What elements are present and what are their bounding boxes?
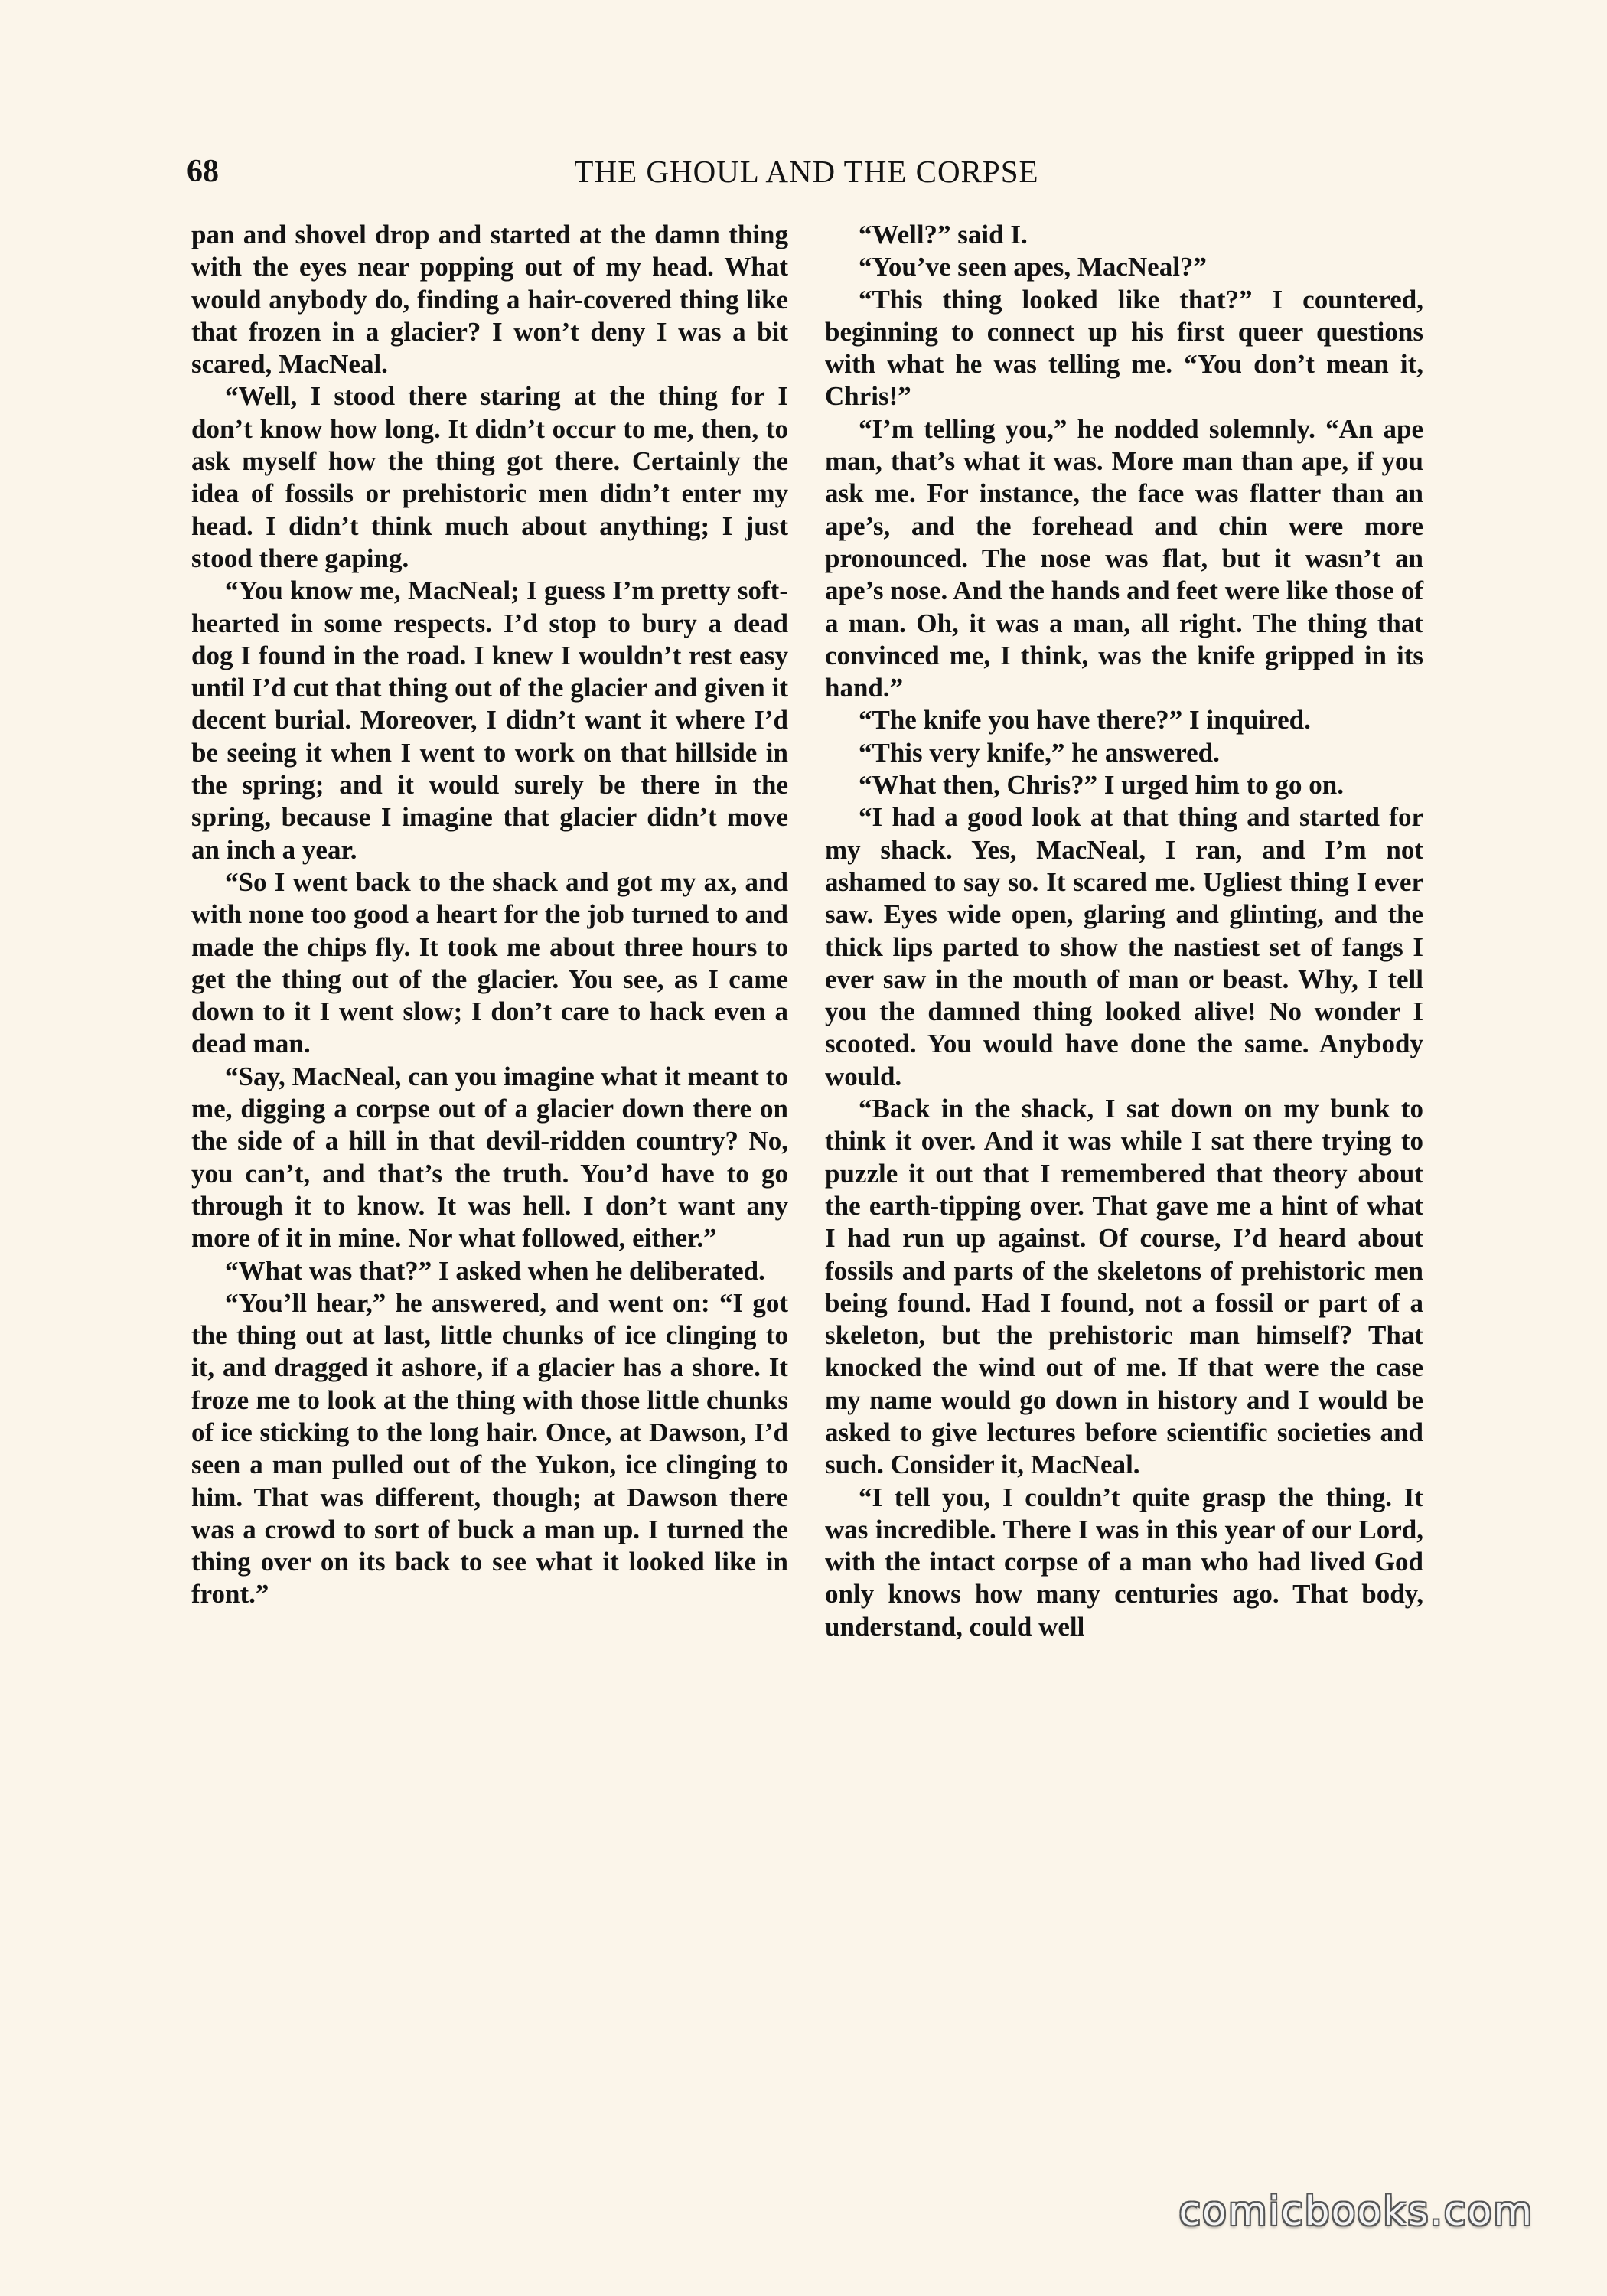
paragraph: “I’m telling you,” he nodded solemnly. “An ape man, that’s what it was. More man than ape, if you ask me. For instance, the face was flatter than an ape’s, and the forehead and chin were more pronounced. The nose was flat, but it wasn’t an ape’s nose. And the hands and feet were like those of a man. Oh, it was a man, all right. The thing that convinced me, I think, was the knife gripped in its hand.” bbox=[825, 413, 1423, 703]
watermark-logo: comicbooks.com bbox=[1178, 2189, 1534, 2235]
paragraph: “Well?” said I. bbox=[859, 220, 1028, 249]
paragraph: “Well, I stood there staring at the thing for I don’t know how long. It didn’t occur to me, then, to ask myself how the thing got there. Certainly the idea of fossils or prehistoric men didn’t enter my head. I didn’t think much about anything; I just stood there gaping. bbox=[191, 381, 788, 573]
paragraph: “You know me, MacNeal; I guess I’m pretty soft-hearted in some respects. I’d stop to bury a dead dog I found in the road. I knew I wouldn’t rest easy until I’d cut that thing out of the glacier and given it decent burial. Moreover, I didn’t want it where I’d be seeing it when I went to work on that hillside in the spring; and it would surely be there in the spring, because I imagine that glacier didn’t move an inch a year. bbox=[191, 576, 788, 865]
right-column bbox=[825, 219, 1423, 1643]
paragraph: “This very knife,” he answered. bbox=[859, 737, 1220, 768]
paragraph: “So I went back to the shack and got my ax, and with none too good a heart for the job turned to and made the chips fly. It took me about three hours to get the thing out of the glacier. You see, as I came down to it I went slow; I don’t care to hack even a dead man. bbox=[191, 866, 788, 1059]
paragraph: “This thing looked like that?” I countered, beginning to connect up his first queer questions with what he was telling me. “You don’t mean it, Chris!” bbox=[825, 284, 1423, 412]
paragraph: “What was that?” I asked when he deliberated. bbox=[225, 1255, 765, 1286]
paragraph: “You’ve seen apes, MacNeal?” bbox=[859, 252, 1207, 282]
left-column bbox=[191, 219, 788, 1611]
page-number: 68 bbox=[187, 154, 219, 189]
paragraph: “Say, MacNeal, can you imagine what it meant to me, digging a corpse out of a glacier down there on the side of a hill in that devil-ridden country? No, you can’t, and that’s the truth. You’d have to go through it to know. It was hell. I don’t want any more of it in mine. Nor what followed, either.” bbox=[191, 1061, 788, 1254]
paragraph: “I tell you, I couldn’t quite grasp the thing. It was incredible. There I was in this year of our Lord, with the intact corpse of a man who had lived God only knows how many centuries ago. That body, understand, could well bbox=[825, 1482, 1423, 1642]
page-header bbox=[187, 148, 1426, 194]
paragraph: “You’ll hear,” he answered, and went on: “I got the thing out at last, little chunks of ice clinging to it, and dragged it ashore, if a glacier has a shore. It froze me to look at the thing with those little chunks of ice sticking to the long hair. Once, at Dawson, I’d seen a man pulled out of the Yukon, ice clinging to him. That was different, though; at Dawson there was a crowd to sort of buck a man up. I turned the thing over on its back to see what it looked like in front.” bbox=[191, 1287, 788, 1609]
paragraph: “The knife you have there?” I inquired. bbox=[859, 705, 1311, 735]
paragraph: “I had a good look at that thing and started for my shack. Yes, MacNeal, I ran, and I’m not ashamed to say so. It scared me. Ugliest thing I ever saw. Eyes wide open, glaring and glinting, and the thick lips parted to show the nastiest set of fangs I ever saw in the mouth of man or beast. Why, I tell you the damned thing looked alive! No wonder I scooted. You would have done the same. Anybody would. bbox=[825, 802, 1423, 1091]
running-title: THE GHOUL AND THE CORPSE bbox=[574, 154, 1039, 189]
paragraph: “Back in the shack, I sat down on my bunk to think it over. And it was while I sat there trying to puzzle it out that I remembered that theory about the earth-tipping over. That gave me a hint of what I had run up against. Of course, I’d heard about fossils and parts of the skeletons of prehistoric men being found. Had I found, not a fossil or part of a skeleton, but the prehistoric man himself? That knocked the wind out of me. If that were the case my name would go down in history and I would be asked to give lectures before scientific societies and such. Consider it, MacNeal. bbox=[825, 1094, 1423, 1480]
paragraph: “What then, Chris?” I urged him to go on. bbox=[859, 770, 1344, 801]
paragraph: pan and shovel drop and started at the damn thing with the eyes near popping out of my head. What would anybody do, finding a hair-covered thing like that frozen in a glacier? I won’t deny I was a bit scared, MacNeal. bbox=[191, 220, 788, 380]
